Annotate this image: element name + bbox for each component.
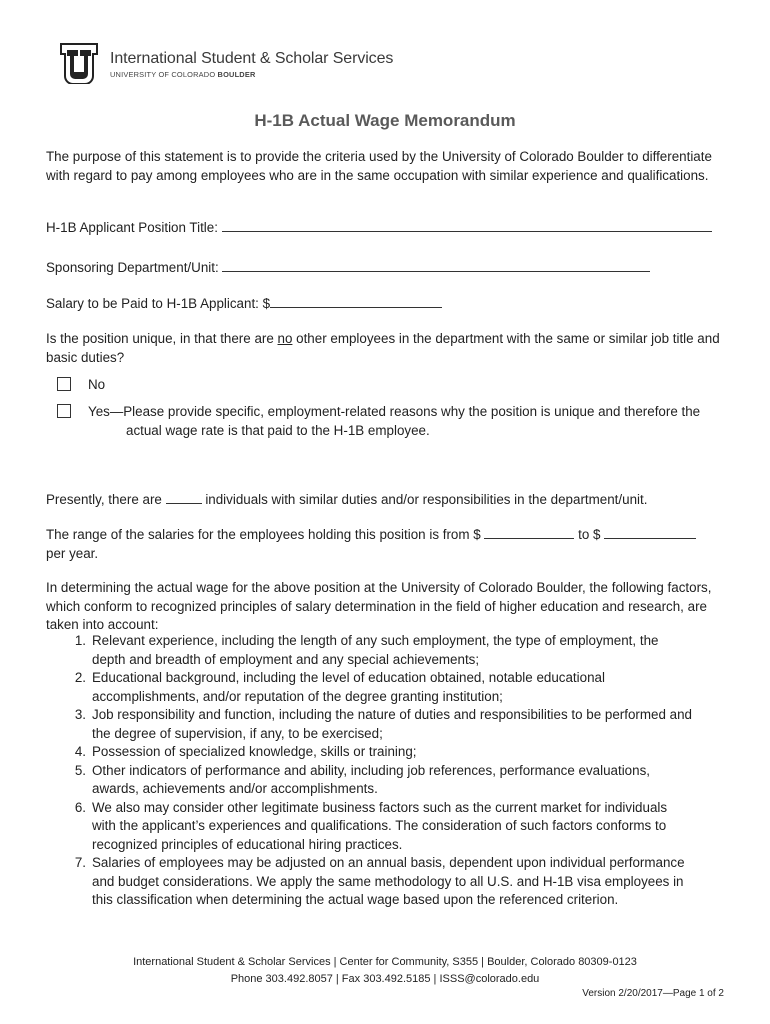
factors-list xyxy=(46,632,736,910)
list-item: 1. Relevant experience, including the length of any such employment, the type of employment, the depth and breadth of employment and any special achievements; xyxy=(74,633,659,667)
department-row xyxy=(46,259,736,278)
no-option-label: No xyxy=(88,377,106,392)
salary-range-row: The range of the salaries for the employees holding this position is from $ to $ per year. xyxy=(46,526,736,563)
salary-range-max-field[interactable] xyxy=(604,527,696,539)
version-info: Version 2/20/2017—Page 1 of 2 xyxy=(582,988,724,999)
list-item: 4. Possession of specialized knowledge, skills or training; xyxy=(74,744,417,759)
per-year-label: per year. xyxy=(46,545,99,561)
position-title-label: H-1B Applicant Position Title: xyxy=(46,220,218,235)
position-title-row xyxy=(46,219,736,238)
list-item: 6. We also may consider other legitimate business factors such as the current market for individuals with the applicant’s experiences and qualifications. The consideration of such factors conforms to recognized principles of educational hiring practices. xyxy=(74,799,668,852)
footer-contact: Phone 303.492.8057 | Fax 303.492.5185 | ISSS@colorado.edu xyxy=(230,973,540,985)
salary-range-min-field[interactable] xyxy=(484,527,574,539)
position-title-field[interactable] xyxy=(222,220,712,232)
uniqueness-question: Is the position unique, in that there are no other employees in the department with the same or similar job title and basic duties? xyxy=(46,331,720,365)
department-label: Sponsoring Department/Unit: xyxy=(46,260,219,275)
question-emphasis: no xyxy=(277,331,293,346)
department-field[interactable] xyxy=(222,260,650,272)
yes-checkbox[interactable] xyxy=(57,404,71,418)
page-title: H-1B Actual Wage Memorandum xyxy=(254,111,516,130)
no-checkbox[interactable] xyxy=(57,377,71,391)
university-name: UNIVERSITY OF COLORADO BOULDER xyxy=(110,70,256,79)
org-name: International Student & Scholar Services xyxy=(110,50,394,67)
factors-intro: In determining the actual wage for the above position at the University of Colorado Boulder, the following factors, which conform to recognized principles of salary determination in the field of higher education and research, are taken into account: xyxy=(46,580,712,632)
list-item: 3. Job responsibility and function, including the nature of duties and responsibilities to be performed and the degree of supervision, if any, to be exercised; xyxy=(74,707,692,741)
salary-field[interactable] xyxy=(270,296,442,308)
intro-paragraph: The purpose of this statement is to provide the criteria used by the University of Colorado Boulder to differentiate with regard to pay among employees who are in the same occupation with similar experience and qualifications. xyxy=(46,149,712,183)
salary-row xyxy=(46,295,736,314)
list-item: 2. Educational background, including the level of education obtained, notable educational accomplishments, and/or reputation of the degree granting institution; xyxy=(74,670,605,704)
list-item: 7. Salaries of employees may be adjusted on an annual basis, dependent upon individual performance and budget considerations. We apply the same methodology to all U.S. and H-1B visa employees in this classification when determining the actual wage based upon the referenced criterion. xyxy=(74,855,685,907)
cu-logo-icon xyxy=(58,40,100,84)
presently-row: Presently, there are individuals with similar duties and/or responsibilities in the department/unit. xyxy=(46,492,648,507)
yes-option-label: Yes—Please provide specific, employment-related reasons why the position is unique and therefore the actual wage rate is that paid to the H-1B employee. xyxy=(88,404,701,438)
employee-count-field[interactable] xyxy=(166,492,202,504)
list-item: 5. Other indicators of performance and ability, including job references, performance evaluations, awards, achievements and/or accomplishments. xyxy=(74,762,650,796)
letterhead xyxy=(58,40,393,84)
footer-address: International Student & Scholar Services | Center for Community, S355 | Boulder, Colorado 80309-0123 xyxy=(133,956,637,968)
salary-label: Salary to be Paid to H-1B Applicant: $ xyxy=(46,296,271,311)
